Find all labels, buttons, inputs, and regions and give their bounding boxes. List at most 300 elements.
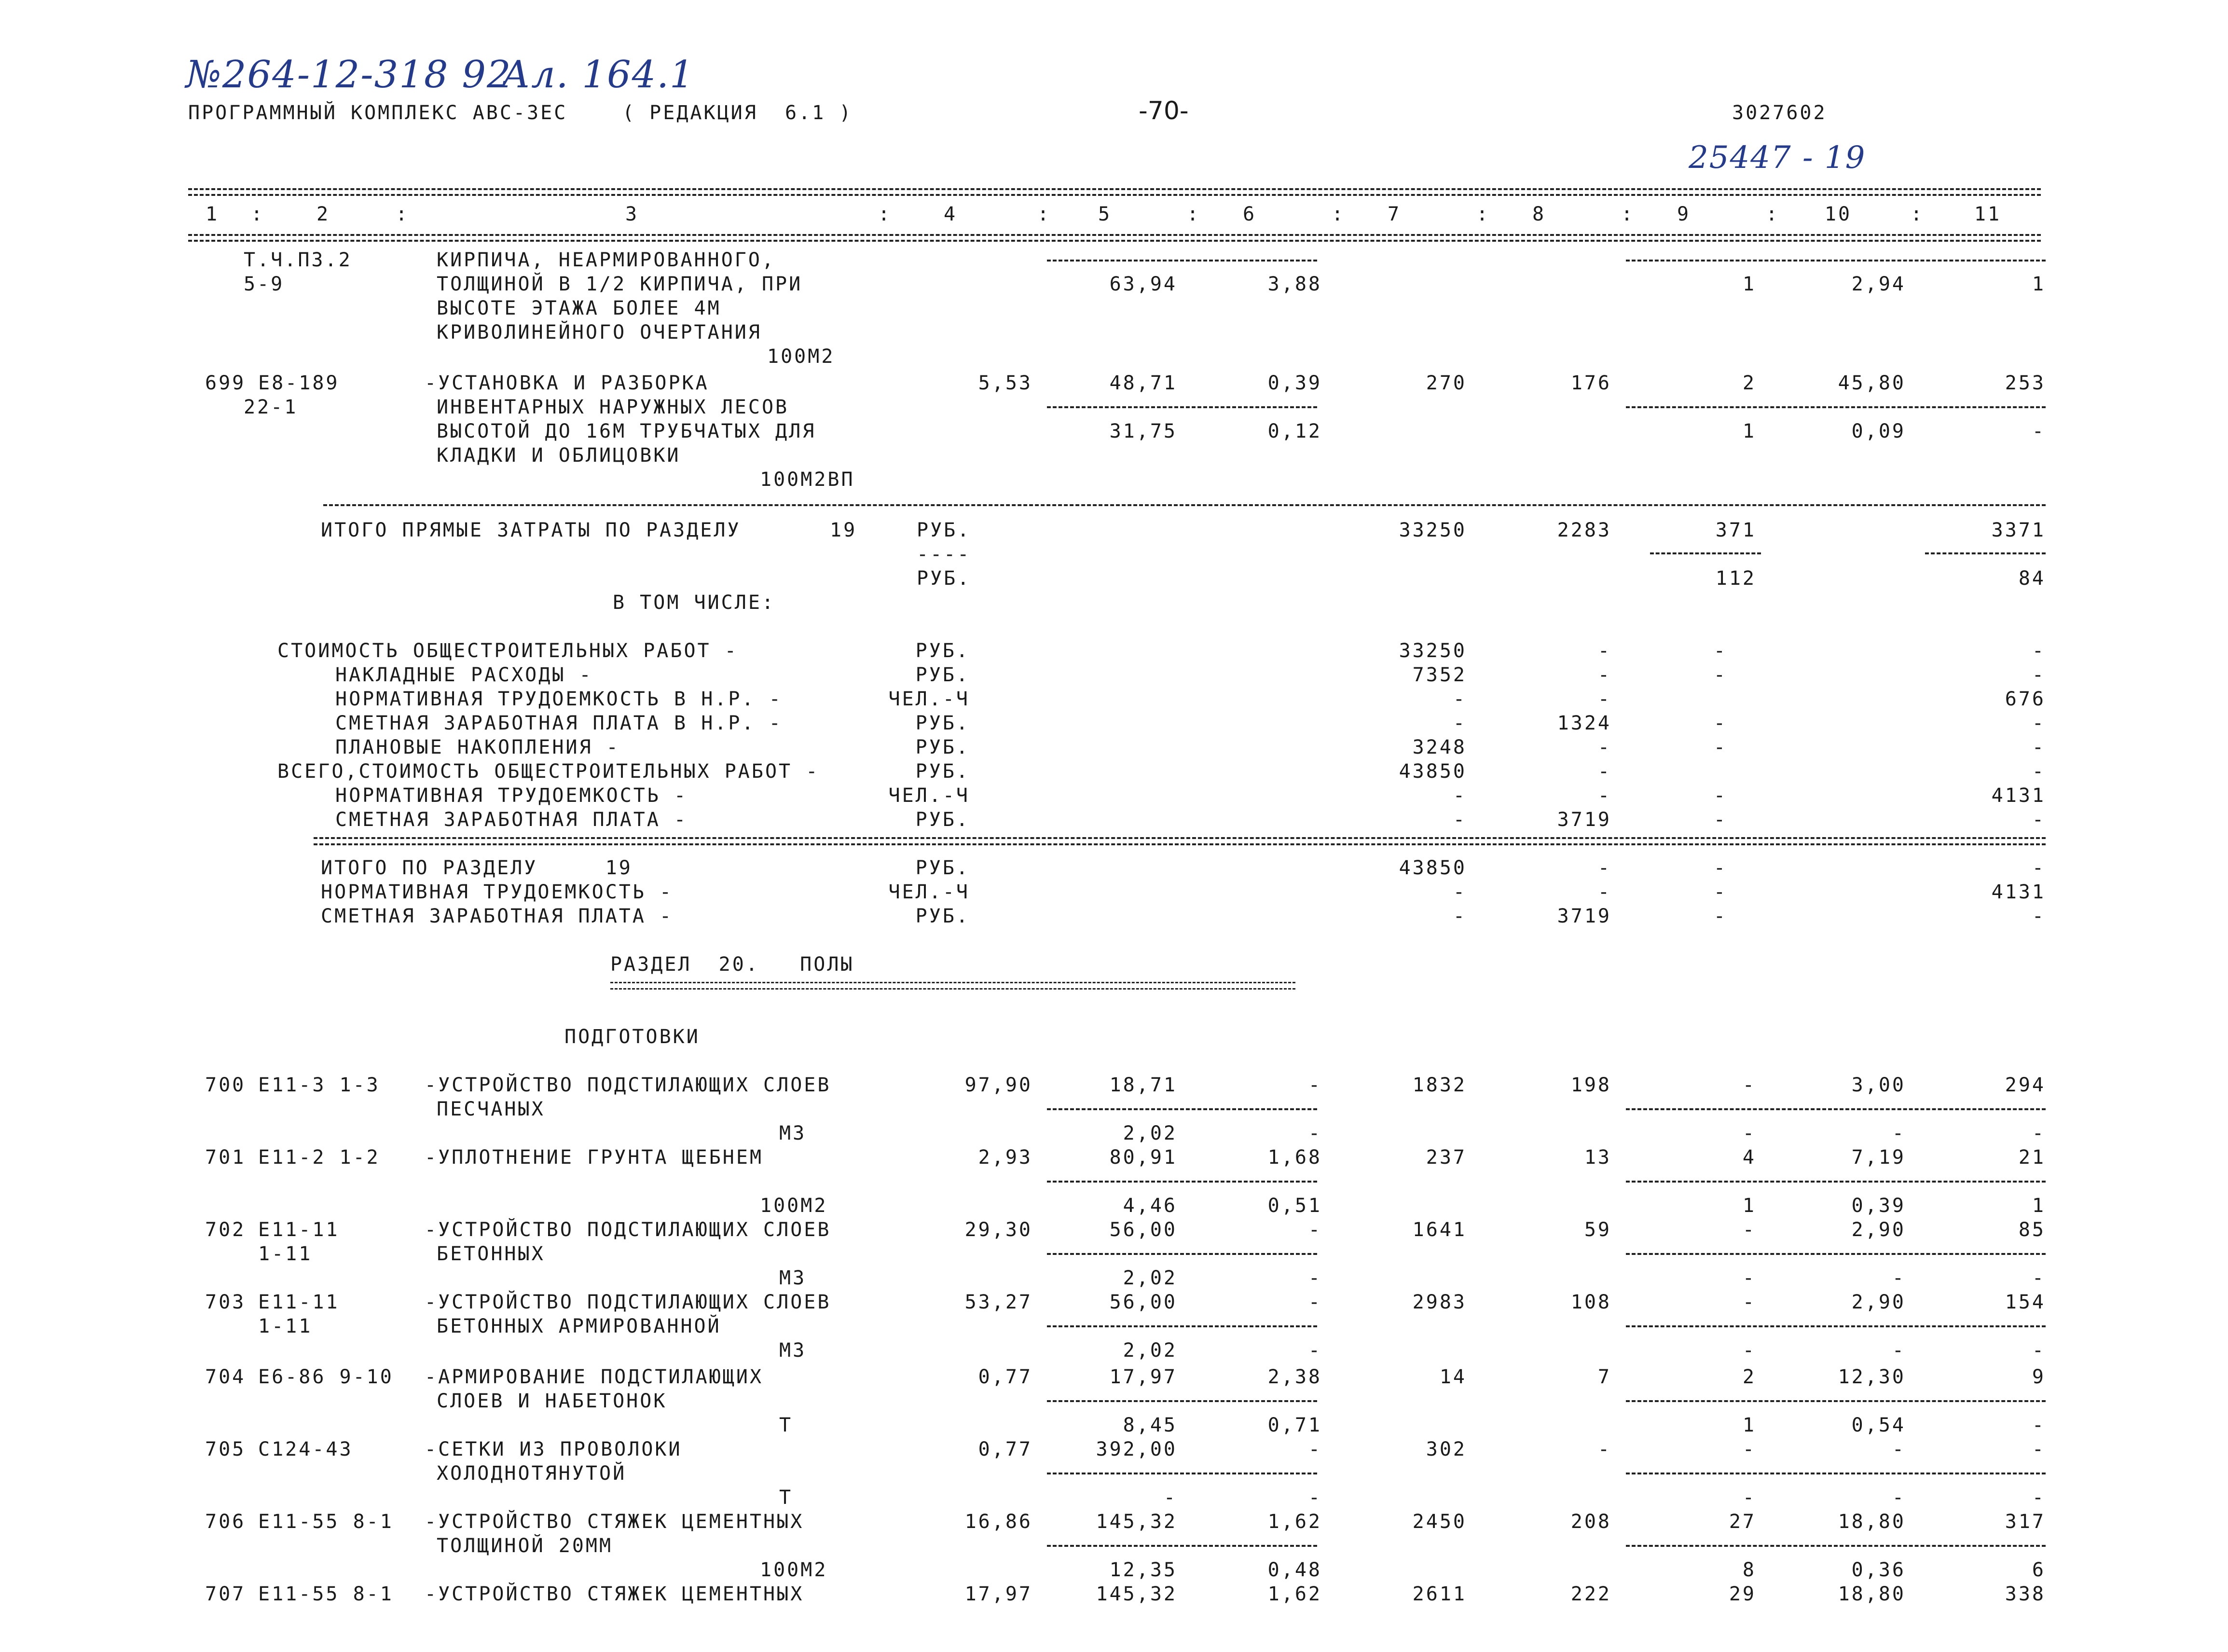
breakdown-c9: - xyxy=(1713,640,1727,662)
cell-c6: - xyxy=(1308,1438,1322,1460)
column-header: 10 xyxy=(1824,203,1852,225)
rule xyxy=(1047,1108,1317,1110)
cell-c8: 208 xyxy=(1570,1511,1611,1533)
column-separators: : xyxy=(1911,203,1925,225)
cell-c7: 2611 xyxy=(1412,1583,1467,1605)
breakdown-unit: РУБ. xyxy=(915,712,970,734)
cell-c4: 0,77 xyxy=(978,1366,1032,1388)
row-unit: Т xyxy=(779,1487,793,1509)
column-separators: : xyxy=(251,203,265,225)
row-number: 704 xyxy=(205,1366,246,1388)
row-unit: 100М2 xyxy=(760,1195,828,1217)
cell-c6: 0,39 xyxy=(1267,372,1322,394)
cell-c10b: 2,94 xyxy=(1851,273,1906,295)
cell-c11b: 1 xyxy=(2032,1195,2046,1217)
rule xyxy=(1047,1181,1317,1183)
section-total-c7: - xyxy=(1453,905,1467,927)
row-desc-line: КЛАДКИ И ОБЛИЦОВКИ xyxy=(437,444,681,467)
section-total-c8: 3719 xyxy=(1557,905,1611,927)
cell-c5: 392,00 xyxy=(1096,1438,1177,1460)
cell-c9b: - xyxy=(1742,1122,1756,1144)
cell-c7: 237 xyxy=(1426,1146,1467,1169)
row-unit: М3 xyxy=(779,1267,807,1289)
cell-c11: 9 xyxy=(2032,1366,2046,1388)
cell-c8: 222 xyxy=(1570,1583,1611,1605)
cell-c11b: - xyxy=(2032,1122,2046,1144)
row-desc-line: КИРПИЧА, НЕАРМИРОВАННОГО, xyxy=(437,249,776,271)
breakdown-c7: - xyxy=(1453,785,1467,807)
section-total-c11: - xyxy=(2032,857,2046,879)
breakdown-label: ВСЕГО,СТОИМОСТЬ ОБЩЕСТРОИТЕЛЬНЫХ РАБОТ - xyxy=(277,760,820,783)
cell-c8: - xyxy=(1597,1438,1611,1460)
breakdown-c7: - xyxy=(1453,809,1467,831)
rule xyxy=(1626,260,2046,262)
cell-c6: 1,62 xyxy=(1267,1511,1322,1533)
cell-c9: 2 xyxy=(1742,1366,1756,1388)
cell-c9b: 8 xyxy=(1742,1559,1756,1581)
breakdown-c9: - xyxy=(1713,712,1727,734)
cell-c4: 2,93 xyxy=(978,1146,1032,1169)
cell-c11: 21 xyxy=(2018,1146,2046,1169)
cell-c10b: - xyxy=(1892,1339,1906,1362)
row-desc-line: -УСТРОЙСТВО СТЯЖЕК ЦЕМЕНТНЫХ xyxy=(425,1583,804,1605)
cell-c4: 16,86 xyxy=(964,1511,1032,1533)
column-header: 1 xyxy=(205,203,220,225)
section-total-c7: 43850 xyxy=(1399,857,1467,879)
row-code: Е6-86 9-10 xyxy=(258,1366,394,1388)
direct-costs-unit-2: РУБ. xyxy=(917,567,971,590)
breakdown-c7: 7352 xyxy=(1412,664,1467,686)
cell-c6b: 0,48 xyxy=(1267,1559,1322,1581)
cell-c10: 45,80 xyxy=(1838,372,1906,394)
cell-c11: 3371 xyxy=(1991,519,2046,541)
cell-c5: 56,00 xyxy=(1109,1219,1177,1241)
cell-c9b: 1 xyxy=(1742,1195,1756,1217)
cell-c4: 53,27 xyxy=(964,1291,1032,1313)
cell-c4: 0,77 xyxy=(978,1438,1032,1460)
cell-c8: 13 xyxy=(1584,1146,1611,1169)
breakdown-unit: РУБ. xyxy=(915,664,970,686)
cell-c7: 302 xyxy=(1426,1438,1467,1460)
handwritten-doc-code: №264-12-318 92 xyxy=(186,53,512,96)
cell-c8: 176 xyxy=(1570,372,1611,394)
breakdown-c9: - xyxy=(1713,664,1727,686)
breakdown-c8: 3719 xyxy=(1557,809,1611,831)
cell-c9: - xyxy=(1742,1291,1756,1313)
breakdown-c8: 1324 xyxy=(1557,712,1611,734)
row-desc-line: ВЫСОТЕ ЭТАЖА БОЛЕЕ 4М xyxy=(437,297,721,319)
cell-c6b: 3,88 xyxy=(1267,273,1322,295)
row-unit: 100М2 xyxy=(760,1559,828,1581)
rule xyxy=(1047,1253,1317,1255)
cell-c10: 7,19 xyxy=(1851,1146,1906,1169)
cell-c10: - xyxy=(1892,1438,1906,1460)
row-desc-line: ХОЛОДНОТЯНУТОЙ xyxy=(437,1462,627,1485)
row-code: Е11-11 xyxy=(258,1291,340,1313)
breakdown-c7: - xyxy=(1453,688,1467,710)
cell-c10: 2,90 xyxy=(1851,1291,1906,1313)
section-subtitle: ПОДГОТОВКИ xyxy=(564,1026,700,1048)
cell-c6: 2,38 xyxy=(1267,1366,1322,1388)
cell-c10b: 0,39 xyxy=(1851,1195,1906,1217)
breakdown-c11: - xyxy=(2032,760,2046,783)
section-total-c9: - xyxy=(1713,905,1727,927)
breakdown-label: СМЕТНАЯ ЗАРАБОТНАЯ ПЛАТА В Н.Р. - xyxy=(335,712,783,734)
cell-c6b: 0,71 xyxy=(1267,1414,1322,1436)
cell-c10: 2,90 xyxy=(1851,1219,1906,1241)
breakdown-label: СТОИМОСТЬ ОБЩЕСТРОИТЕЛЬНЫХ РАБОТ - xyxy=(277,640,738,662)
row-desc-line: -УПЛОТНЕНИЕ ГРУНТА ЩЕБНЕМ xyxy=(425,1146,764,1169)
cell-c8: 2283 xyxy=(1557,519,1611,541)
column-separators: : xyxy=(1187,203,1201,225)
cell-c9b: 1 xyxy=(1742,1414,1756,1436)
breakdown-c11: - xyxy=(2032,736,2046,758)
direct-costs-label: ИТОГО ПРЯМЫЕ ЗАТРАТЫ ПО РАЗДЕЛУ xyxy=(321,519,741,541)
row-desc-line: ТОЛЩИНОЙ 20ММ xyxy=(437,1535,613,1557)
section-total-c9: - xyxy=(1713,881,1727,903)
row-code: Е11-55 8-1 xyxy=(258,1583,394,1605)
rule xyxy=(1626,1108,2046,1110)
row-code-2: 5-9 xyxy=(244,273,285,295)
cell-c11b: - xyxy=(2032,1339,2046,1362)
cell-c9: 2 xyxy=(1742,372,1756,394)
column-separators: : xyxy=(878,203,892,225)
cell-c10: 18,80 xyxy=(1838,1583,1906,1605)
cell-c5b: - xyxy=(1163,1487,1177,1509)
cell-c11b: - xyxy=(2032,1267,2046,1289)
cell-c8: 108 xyxy=(1570,1291,1611,1313)
cell-c6b: 0,12 xyxy=(1267,420,1322,442)
cell-c5b: 2,02 xyxy=(1123,1339,1177,1362)
cell-c7: 2450 xyxy=(1412,1511,1467,1533)
row-number: 706 xyxy=(205,1511,246,1533)
row-desc-line: -СЕТКИ ИЗ ПРОВОЛОКИ xyxy=(425,1438,682,1460)
row-unit: 100М2ВП xyxy=(760,468,855,491)
cell-c11b: 6 xyxy=(2032,1559,2046,1581)
cell-c9: 27 xyxy=(1729,1511,1756,1533)
row-code: Т.Ч.ПЗ.2 xyxy=(244,249,352,271)
row-code: Е11-2 1-2 xyxy=(258,1146,380,1169)
rule xyxy=(314,837,2046,839)
cell-c9: - xyxy=(1742,1438,1756,1460)
cell-c6: 1,68 xyxy=(1267,1146,1322,1169)
cell-c6b: - xyxy=(1308,1267,1322,1289)
rule xyxy=(1626,1253,2046,1255)
row-number: 702 xyxy=(205,1219,246,1241)
rule xyxy=(1047,1325,1317,1327)
section-total-c9: - xyxy=(1713,857,1727,879)
row-code-2: 1-11 xyxy=(258,1243,313,1265)
row-desc-line: СЛОЕВ И НАБЕТОНОК xyxy=(437,1390,667,1412)
cell-c7: 1641 xyxy=(1412,1219,1467,1241)
breakdown-label: СМЕТНАЯ ЗАРАБОТНАЯ ПЛАТА - xyxy=(335,809,688,831)
rule xyxy=(1626,1545,2046,1547)
section-total-unit: РУБ. xyxy=(915,905,970,927)
cell-c5: 145,32 xyxy=(1096,1583,1177,1605)
breakdown-c7: - xyxy=(1453,712,1467,734)
cell-c9b: - xyxy=(1742,1487,1756,1509)
row-code: С124-43 xyxy=(258,1438,353,1460)
column-header: 7 xyxy=(1387,203,1402,225)
row-desc-line: ИНВЕНТАРНЫХ НАРУЖНЫХ ЛЕСОВ xyxy=(437,396,789,418)
column-separators: : xyxy=(1621,203,1635,225)
breakdown-unit: РУБ. xyxy=(915,736,970,758)
rule xyxy=(1047,1473,1317,1474)
cell-c9b: 1 xyxy=(1742,273,1756,295)
cell-c11: 294 xyxy=(2005,1074,2046,1096)
breakdown-c7: 43850 xyxy=(1399,760,1467,783)
breakdown-c11: - xyxy=(2032,712,2046,734)
cell-c10b: 0,09 xyxy=(1851,420,1906,442)
rule xyxy=(1650,552,1761,554)
row-unit: 100М2 xyxy=(767,345,835,368)
breakdown-unit: РУБ. xyxy=(915,640,970,662)
cell-c11: 338 xyxy=(2005,1583,2046,1605)
rule xyxy=(1047,1400,1317,1402)
handwritten-number: 25447 - 19 xyxy=(1689,140,1866,176)
section-total-label: НОРМАТИВНАЯ ТРУДОЕМКОСТЬ - xyxy=(321,881,674,903)
row-code-2: 1-11 xyxy=(258,1315,313,1337)
cell-c5b: 2,02 xyxy=(1123,1267,1177,1289)
row-code: Е8-189 xyxy=(258,372,340,394)
cell-c7: 33250 xyxy=(1399,519,1467,541)
cell-c6: - xyxy=(1308,1074,1322,1096)
rule xyxy=(1626,1181,2046,1183)
column-separators: : xyxy=(1037,203,1051,225)
section-total-unit: ЧЕЛ.-Ч xyxy=(888,881,970,903)
cell-c6b: 0,51 xyxy=(1267,1195,1322,1217)
rule xyxy=(188,234,2041,236)
rule xyxy=(1626,1400,2046,1402)
rule xyxy=(188,194,2041,196)
cell-c10b: - xyxy=(1892,1122,1906,1144)
rule xyxy=(323,504,2046,506)
cell-c11b: - xyxy=(2032,1487,2046,1509)
cell-c11b: 84 xyxy=(2018,567,2046,590)
breakdown-c8: - xyxy=(1597,760,1611,783)
section-total-unit: РУБ. xyxy=(915,857,970,879)
breakdown-c7: 3248 xyxy=(1412,736,1467,758)
row-desc-line: ВЫСОТОЙ ДО 16М ТРУБЧАТЫХ ДЛЯ xyxy=(437,420,816,442)
cell-c9: - xyxy=(1742,1219,1756,1241)
cell-c10b: 0,36 xyxy=(1851,1559,1906,1581)
rule xyxy=(188,188,2041,190)
cell-c11: 317 xyxy=(2005,1511,2046,1533)
row-code: Е11-3 1-3 xyxy=(258,1074,380,1096)
program-title: ПРОГРАММНЫЙ КОМПЛЕКС АВС-3ЕС xyxy=(188,102,568,124)
cell-c10b: - xyxy=(1892,1487,1906,1509)
breakdown-unit: РУБ. xyxy=(915,809,970,831)
section-total-c11: 4131 xyxy=(1991,881,2046,903)
cell-c4: 17,97 xyxy=(964,1583,1032,1605)
column-header: 9 xyxy=(1677,203,1691,225)
cell-c11b: - xyxy=(2032,420,2046,442)
breakdown-label: НОРМАТИВНАЯ ТРУДОЕМКОСТЬ В Н.Р. - xyxy=(335,688,783,710)
breakdown-unit: ЧЕЛ.-Ч xyxy=(888,785,970,807)
column-header: 6 xyxy=(1242,203,1257,225)
section-total-label: СМЕТНАЯ ЗАРАБОТНАЯ ПЛАТА - xyxy=(321,905,674,927)
cell-c9b: - xyxy=(1742,1339,1756,1362)
cell-c5b: 12,35 xyxy=(1109,1559,1177,1581)
cell-c4: 97,90 xyxy=(964,1074,1032,1096)
row-desc-line: -УСТРОЙСТВО СТЯЖЕК ЦЕМЕНТНЫХ xyxy=(425,1511,804,1533)
section-total-c7: - xyxy=(1453,881,1467,903)
cell-c9b: 112 xyxy=(1715,567,1756,590)
cell-c5b: 31,75 xyxy=(1109,420,1177,442)
row-code: Е11-55 8-1 xyxy=(258,1511,394,1533)
row-desc-line: -УСТРОЙСТВО ПОДСТИЛАЮЩИХ СЛОЕВ xyxy=(425,1219,831,1241)
column-header: 8 xyxy=(1532,203,1546,225)
breakdown-c9: - xyxy=(1713,809,1727,831)
cell-c11: 154 xyxy=(2005,1291,2046,1313)
row-desc-line: -УСТРОЙСТВО ПОДСТИЛАЮЩИХ СЛОЕВ xyxy=(425,1291,831,1313)
rule xyxy=(1626,406,2046,408)
direct-costs-unit-dash: ---- xyxy=(917,543,971,565)
breakdown-label: НОРМАТИВНАЯ ТРУДОЕМКОСТЬ - xyxy=(335,785,688,807)
cell-c9: 371 xyxy=(1715,519,1756,541)
cell-c5: 48,71 xyxy=(1109,372,1177,394)
breakdown-c11: - xyxy=(2032,640,2046,662)
column-separators: : xyxy=(1476,203,1490,225)
cell-c6: - xyxy=(1308,1219,1322,1241)
cell-c11b: - xyxy=(2032,1414,2046,1436)
cell-c5b: 2,02 xyxy=(1123,1122,1177,1144)
breakdown-c8: - xyxy=(1597,785,1611,807)
cell-c5b: 4,46 xyxy=(1123,1195,1177,1217)
breakdown-c7: 33250 xyxy=(1399,640,1467,662)
rule xyxy=(1047,406,1317,408)
row-number: 707 xyxy=(205,1583,246,1605)
rule xyxy=(314,843,2046,845)
row-number: 703 xyxy=(205,1291,246,1313)
row-unit: М3 xyxy=(779,1122,807,1144)
row-desc-line: -УСТРОЙСТВО ПОДСТИЛАЮЩИХ СЛОЕВ xyxy=(425,1074,831,1096)
breakdown-c8: - xyxy=(1597,688,1611,710)
row-number: 705 xyxy=(205,1438,246,1460)
row-code-2: 22-1 xyxy=(244,396,298,418)
cell-c5: 80,91 xyxy=(1109,1146,1177,1169)
cell-c6: 1,62 xyxy=(1267,1583,1322,1605)
row-number: 701 xyxy=(205,1146,246,1169)
cell-c11b: 1 xyxy=(2032,273,2046,295)
breakdown-c8: - xyxy=(1597,664,1611,686)
doc-code: 3027602 xyxy=(1732,102,1827,124)
rule xyxy=(1626,1325,2046,1327)
cell-c6: - xyxy=(1308,1291,1322,1313)
cell-c9: 4 xyxy=(1742,1146,1756,1169)
breakdown-c8: - xyxy=(1597,640,1611,662)
cell-c7: 270 xyxy=(1426,372,1467,394)
cell-c9b: 1 xyxy=(1742,420,1756,442)
page-number: -70- xyxy=(1139,96,1189,125)
rule xyxy=(1047,260,1317,262)
breakdown-c11: 676 xyxy=(2005,688,2046,710)
column-separators: : xyxy=(396,203,410,225)
edition-label: ( РЕДАКЦИЯ 6.1 ) xyxy=(622,102,853,124)
cell-c10: 3,00 xyxy=(1851,1074,1906,1096)
column-separators: : xyxy=(1332,203,1346,225)
breakdown-c8: - xyxy=(1597,736,1611,758)
cell-c11: 85 xyxy=(2018,1219,2046,1241)
cell-c8: 198 xyxy=(1570,1074,1611,1096)
row-number: 699 xyxy=(205,372,246,394)
cell-c7: 1832 xyxy=(1412,1074,1467,1096)
breakdown-c11: 4131 xyxy=(1991,785,2046,807)
cell-c9: - xyxy=(1742,1074,1756,1096)
cell-c6b: - xyxy=(1308,1339,1322,1362)
column-header: 4 xyxy=(943,203,958,225)
row-desc-line: -АРМИРОВАНИЕ ПОДСТИЛАЮЩИХ xyxy=(425,1366,764,1388)
cell-c7: 2983 xyxy=(1412,1291,1467,1313)
cell-c11: 253 xyxy=(2005,372,2046,394)
breakdown-unit: РУБ. xyxy=(915,760,970,783)
cell-c10b: - xyxy=(1892,1267,1906,1289)
cell-c5b: 8,45 xyxy=(1123,1414,1177,1436)
cell-c10: 18,80 xyxy=(1838,1511,1906,1533)
column-header: 3 xyxy=(625,203,639,225)
section-total-label: ИТОГО ПО РАЗДЕЛУ 19 xyxy=(321,857,633,879)
cell-c5b: 63,94 xyxy=(1109,273,1177,295)
cell-c10: 12,30 xyxy=(1838,1366,1906,1388)
rule xyxy=(1047,1545,1317,1547)
row-desc-line: КРИВОЛИНЕЙНОГО ОЧЕРТАНИЯ xyxy=(437,321,762,344)
section-title-underline xyxy=(610,982,1295,990)
section-total-c8: - xyxy=(1597,881,1611,903)
breakdown-label: ПЛАНОВЫЕ НАКОПЛЕНИЯ - xyxy=(335,736,620,758)
breakdown-c9: - xyxy=(1713,736,1727,758)
breakdown-c9: - xyxy=(1713,785,1727,807)
cell-c5: 17,97 xyxy=(1109,1366,1177,1388)
column-separators: : xyxy=(1766,203,1780,225)
cell-c6b: - xyxy=(1308,1487,1322,1509)
row-unit: М3 xyxy=(779,1339,807,1362)
cell-c9: 29 xyxy=(1729,1583,1756,1605)
breakdown-label: НАКЛАДНЫЕ РАСХОДЫ - xyxy=(335,664,593,686)
section-title: РАЗДЕЛ 20. ПОЛЫ xyxy=(610,953,854,976)
cell-c8: 7 xyxy=(1597,1366,1611,1388)
rule xyxy=(188,240,2041,242)
cell-c11: - xyxy=(2032,1438,2046,1460)
column-header: 11 xyxy=(1974,203,2002,225)
row-unit: Т xyxy=(779,1414,793,1436)
column-header: 5 xyxy=(1098,203,1112,225)
cell-c6b: - xyxy=(1308,1122,1322,1144)
cell-c4: 29,30 xyxy=(964,1219,1032,1241)
breakdown-c11: - xyxy=(2032,664,2046,686)
column-header: 2 xyxy=(316,203,330,225)
row-code: Е11-11 xyxy=(258,1219,340,1241)
cell-c7: 14 xyxy=(1439,1366,1467,1388)
rule xyxy=(1925,552,2046,554)
direct-costs-unit: РУБ. xyxy=(917,519,971,541)
cell-c5: 56,00 xyxy=(1109,1291,1177,1313)
direct-costs-section: 19 xyxy=(830,519,857,541)
row-desc-line: -УСТАНОВКА И РАЗБОРКА xyxy=(425,372,709,394)
including-label: В ТОМ ЧИСЛЕ: xyxy=(613,592,775,614)
cell-c5: 18,71 xyxy=(1109,1074,1177,1096)
cell-c5: 145,32 xyxy=(1096,1511,1177,1533)
section-total-c8: - xyxy=(1597,857,1611,879)
row-desc-line: ПЕСЧАНЫХ xyxy=(437,1098,545,1120)
cell-c9b: - xyxy=(1742,1267,1756,1289)
rule xyxy=(1626,1473,2046,1474)
breakdown-c11: - xyxy=(2032,809,2046,831)
handwritten-album: Ал. 164.1 xyxy=(502,53,695,96)
cell-c10b: 0,54 xyxy=(1851,1414,1906,1436)
cell-c4: 5,53 xyxy=(978,372,1032,394)
cell-c8: 59 xyxy=(1584,1219,1611,1241)
row-desc-line: БЕТОННЫХ АРМИРОВАННОЙ xyxy=(437,1315,721,1337)
